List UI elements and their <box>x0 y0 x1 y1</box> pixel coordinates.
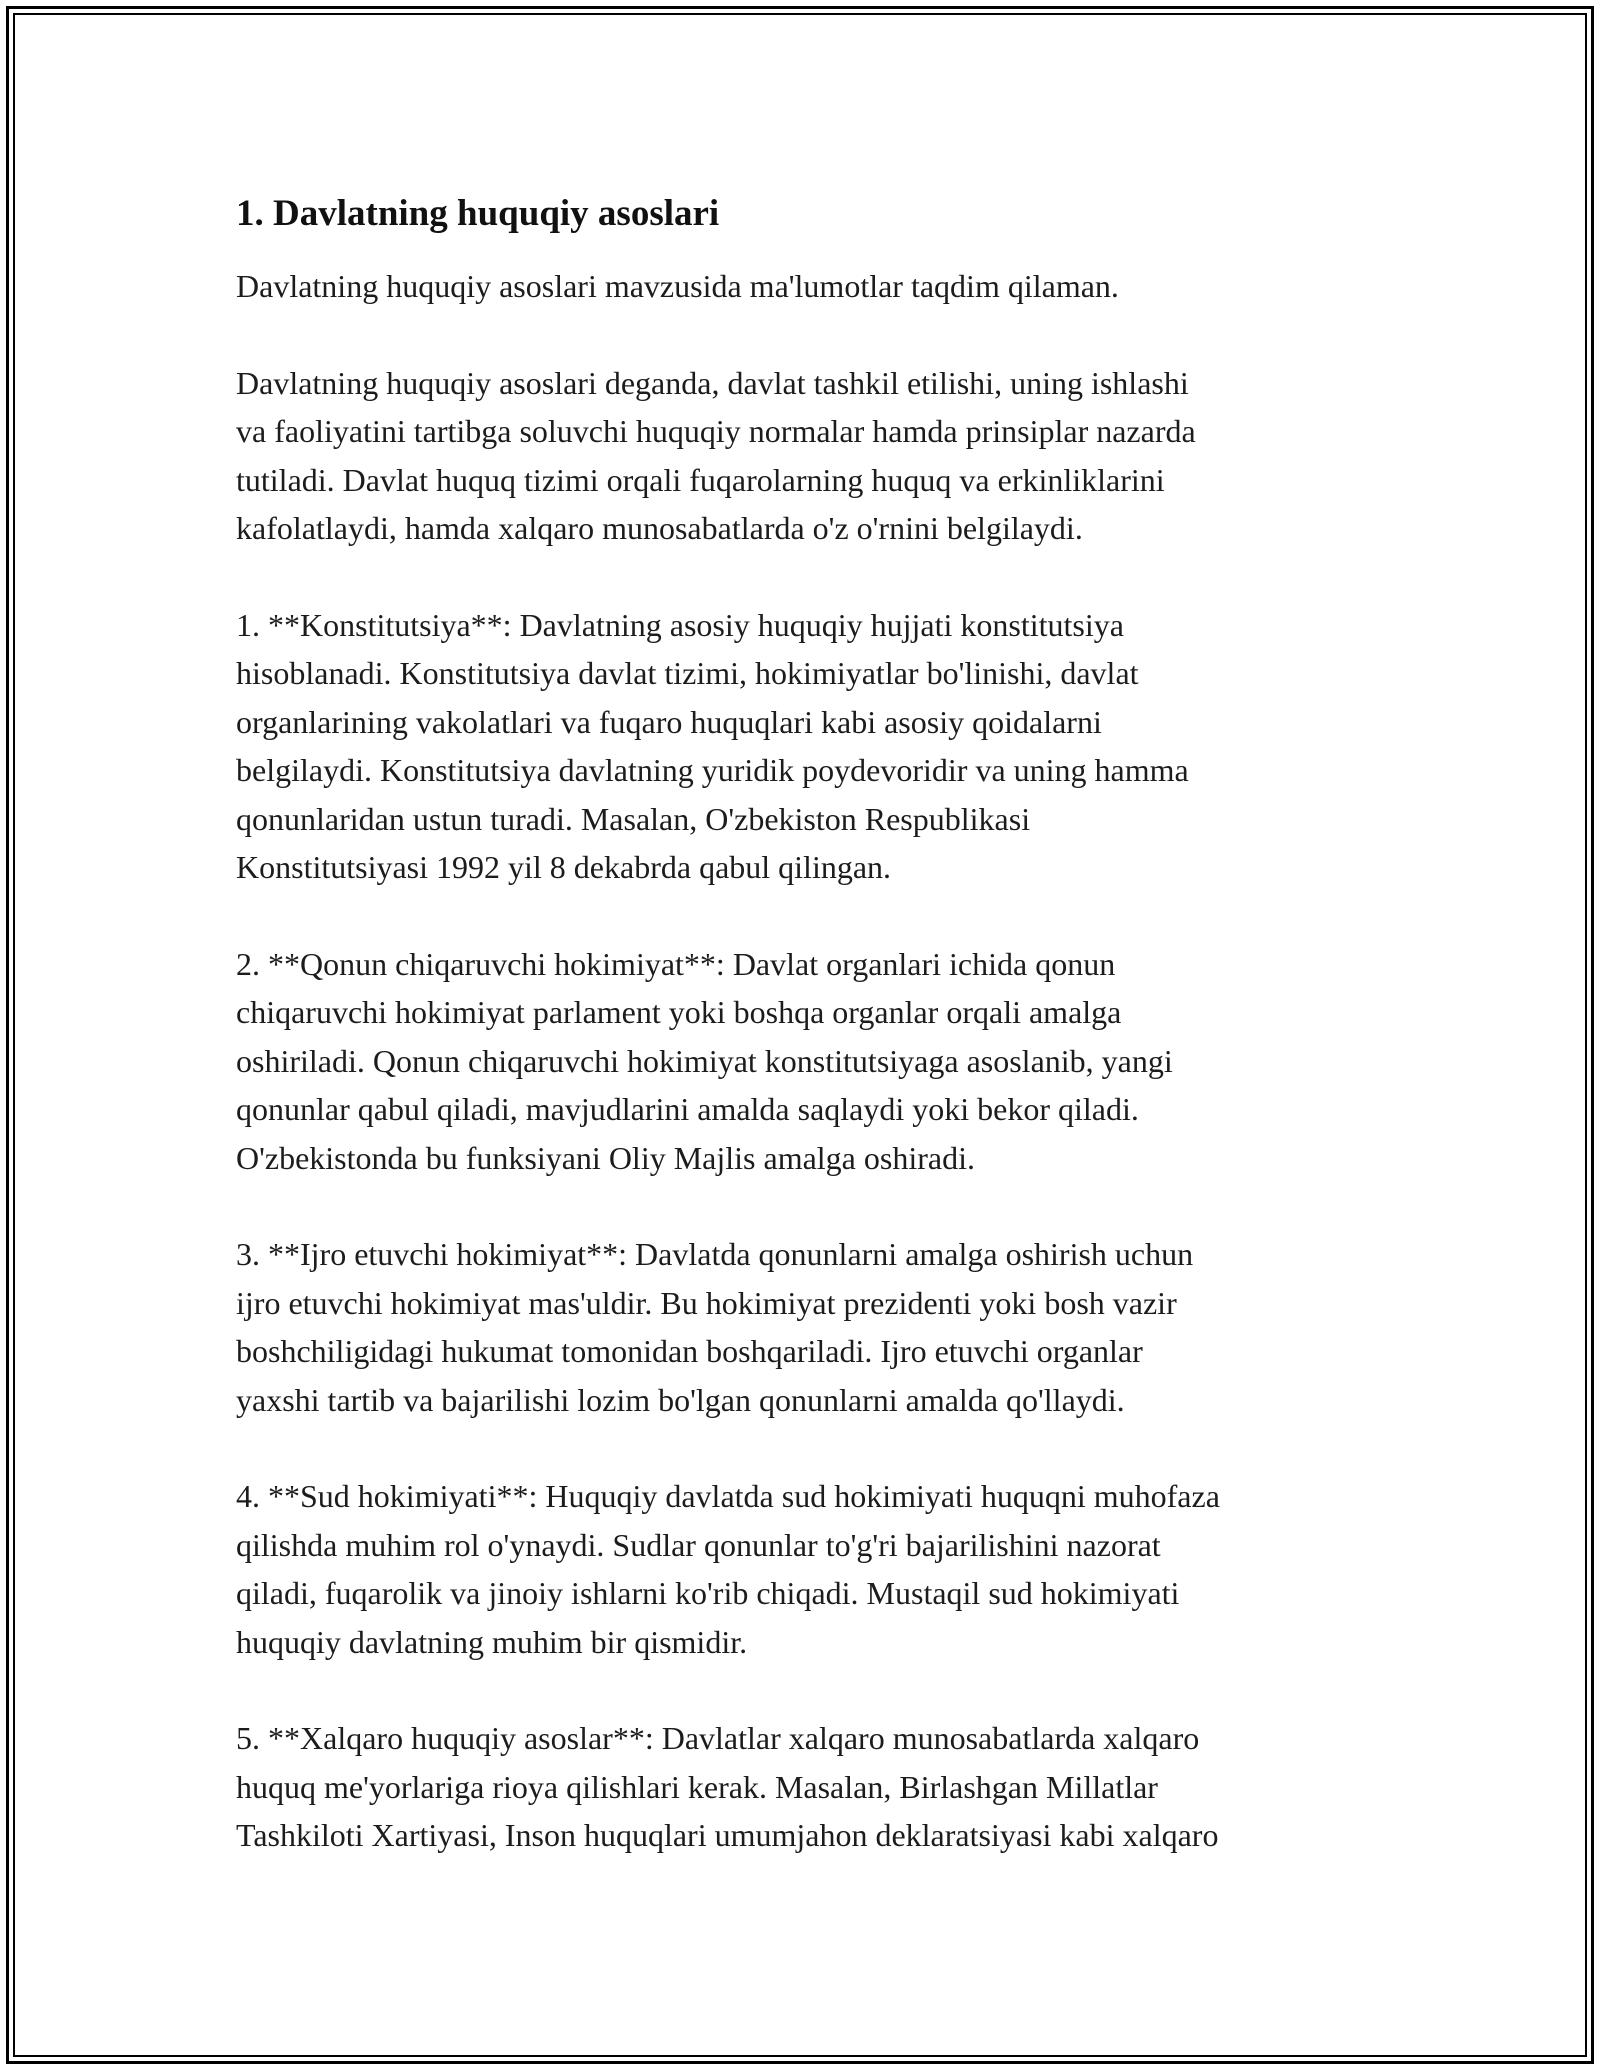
text-line: yaxshi tartib va bajarilishi lozim bo'lgan qonunlarni amalda qo'llaydi. <box>236 1381 1125 1418</box>
document-body <box>236 190 1386 1908</box>
text-line: 3. **Ijro etuvchi hokimiyat**: Davlatda qonunlarni amalga oshirish uchun <box>236 1236 1194 1272</box>
paragraph-item-1-konstitutsiya <box>236 601 1386 892</box>
section-heading: 1. Davlatning huquqiy asoslari <box>236 193 720 234</box>
text-line: va faoliyatini tartibga soluvchi huquqiy normalar hamda prinsiplar nazarda <box>236 413 1196 449</box>
text-line: ijro etuvchi hokimiyat mas'uldir. Bu hokimiyat prezidenti yoki bosh vazir <box>236 1284 1177 1321</box>
text-line: hisoblanadi. Konstitutsiya davlat tizimi, hokimiyatlar bo'linishi, davlat <box>236 655 1139 691</box>
text-line: qilishda muhim rol o'ynaydi. Sudlar qonunlar to'g'ri bajarilishini nazorat <box>236 1526 1161 1563</box>
paragraph-definition <box>236 359 1386 553</box>
paragraph-item-2-qonun-chiqaruvchi <box>236 940 1386 1183</box>
paragraph-intro <box>236 262 1386 311</box>
paragraph-item-3-ijro-etuvchi <box>236 1230 1386 1424</box>
text-line: tutiladi. Davlat huquq tizimi orqali fuqarolarning huquq va erkinliklarini <box>236 461 1165 498</box>
text-line: 4. **Sud hokimiyati**: Huquqiy davlatda sud hokimiyati huquqni muhofaza <box>236 1478 1220 1514</box>
text-line: kafolatlaydi, hamda xalqaro munosabatlarda o'z o'rnini belgilaydi. <box>236 510 1083 546</box>
text-line: organlarining vakolatlari va fuqaro huquqlari kabi asosiy qoidalarni <box>236 703 1102 740</box>
text-line: oshiriladi. Qonun chiqaruvchi hokimiyat konstitutsiyaga asoslanib, yangi <box>236 1042 1173 1079</box>
text-line: 1. **Konstitutsiya**: Davlatning asosiy huquqiy hujjati konstitutsiya <box>236 606 1124 643</box>
text-line: qiladi, fuqarolik va jinoiy ishlarni ko'rib chiqadi. Mustaqil sud hokimiyati <box>236 1575 1180 1611</box>
text-line: Tashkiloti Xartiyasi, Inson huquqlari umumjahon deklaratsiyasi kabi xalqaro <box>236 1817 1219 1853</box>
text-line: Davlatning huquqiy asoslari mavzusida ma'lumotlar taqdim qilaman. <box>236 268 1119 304</box>
text-line: qonunlar qabul qiladi, mavjudlarini amalda saqlaydi yoki bekor qiladi. <box>236 1091 1139 1127</box>
text-line: chiqaruvchi hokimiyat parlament yoki boshqa organlar orqali amalga <box>236 994 1122 1030</box>
text-line: 2. **Qonun chiqaruvchi hokimiyat**: Davlat organlari ichida qonun <box>236 945 1116 982</box>
text-line: qonunlaridan ustun turadi. Masalan, O'zbekiston Respublikasi <box>236 800 1031 837</box>
paragraph-item-5-xalqaro <box>236 1714 1386 1860</box>
text-line: huquqiy davlatning muhim bir qismidir. <box>236 1623 748 1660</box>
text-line: huquq me'yorlariga rioya qilishlari kerak. Masalan, Birlashgan Millatlar <box>236 1768 1158 1805</box>
text-line: Konstitutsiyasi 1992 yil 8 dekabrda qabul qilingan. <box>236 849 892 885</box>
text-line: boshchiligidagi hukumat tomonidan boshqariladi. Ijro etuvchi organlar <box>236 1333 1143 1369</box>
text-line: belgilaydi. Konstitutsiya davlatning yuridik poydevoridir va uning hamma <box>236 752 1189 788</box>
paragraph-item-4-sud <box>236 1472 1386 1666</box>
text-line: Davlatning huquqiy asoslari deganda, davlat tashkil etilishi, uning ishlashi <box>236 364 1189 401</box>
text-line: 5. **Xalqaro huquqiy asoslar**: Davlatlar xalqaro munosabatlarda xalqaro <box>236 1720 1200 1756</box>
text-line: O'zbekistonda bu funksiyani Oliy Majlis amalga oshiradi. <box>236 1139 975 1176</box>
